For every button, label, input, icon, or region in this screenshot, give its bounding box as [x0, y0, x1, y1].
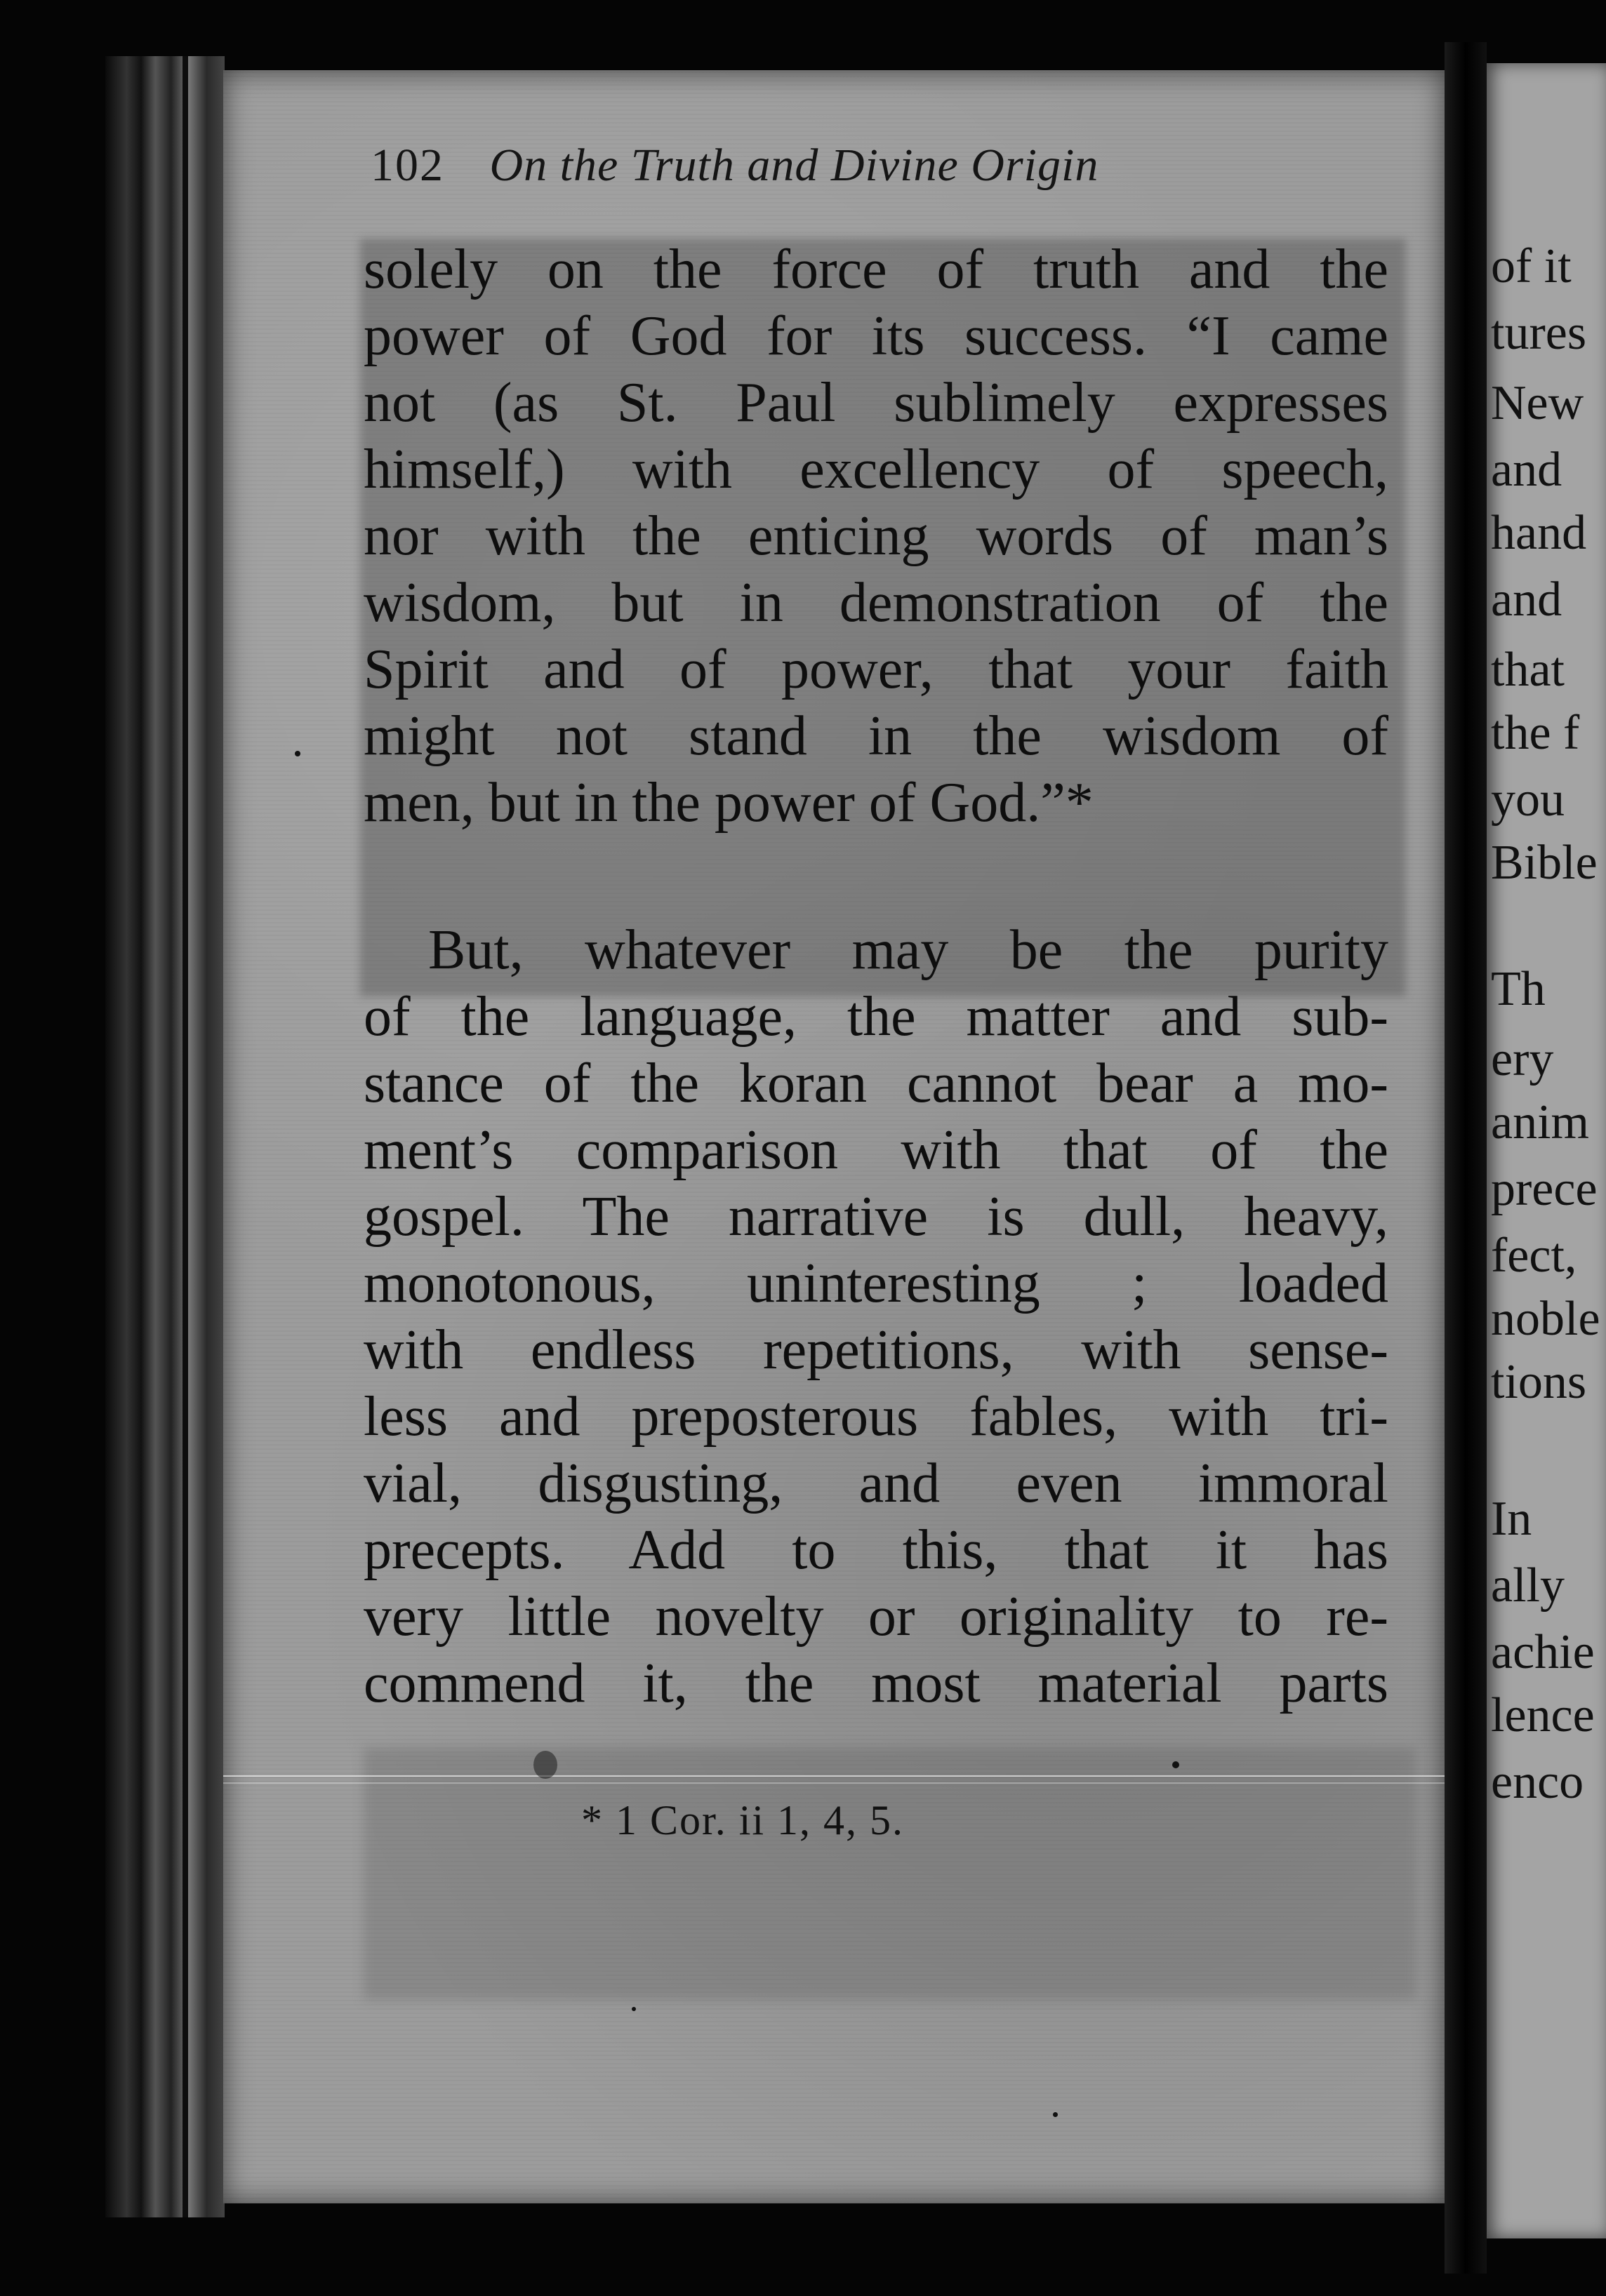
facing-page-line: New: [1491, 376, 1584, 430]
ink-speck: [632, 2007, 636, 2011]
text-line: stance of the koran cannot bear a mo-: [364, 1053, 1388, 1114]
facing-page-line: achie: [1491, 1625, 1595, 1679]
text-line: Spirit and of power, that your faith: [364, 639, 1388, 700]
facing-page-line: Bible: [1491, 836, 1598, 890]
paragraph-2: [364, 917, 1388, 1717]
facing-page-line: noble: [1491, 1292, 1600, 1346]
facing-page-line: enco: [1491, 1755, 1584, 1809]
text-line: men, but in the power of God.”*: [364, 772, 1094, 834]
text-line: But, whatever may be the purity: [428, 919, 1388, 981]
text-line: gospel. The narrative is dull, heavy,: [364, 1186, 1388, 1248]
text-line: commend it, the most material parts: [364, 1653, 1388, 1714]
facing-page-line: ally: [1491, 1559, 1565, 1613]
ink-speck: [533, 1751, 557, 1779]
page-gutter: [1445, 42, 1487, 2274]
text-line: ment’s comparison with that of the: [364, 1119, 1388, 1181]
text-line: wisdom, but in demonstration of the: [364, 572, 1388, 634]
facing-page-line: and: [1491, 443, 1562, 497]
scan-artifact-line: [223, 1775, 1445, 1777]
facing-page-line: In: [1491, 1492, 1532, 1546]
running-title: On the Truth and Divine Origin: [489, 140, 1099, 191]
facing-page: [1487, 63, 1606, 2238]
facing-page-line: anim: [1491, 1095, 1589, 1149]
text-line: very little novelty or originality to re-: [364, 1586, 1388, 1648]
text-line: monotonous, uninteresting ; loaded: [364, 1253, 1388, 1314]
facing-page-line: ery: [1491, 1032, 1554, 1086]
page-stain: [364, 1747, 1416, 2000]
text-line: nor with the enticing words of man’s: [364, 505, 1388, 567]
footnote: * 1 Cor. ii 1, 4, 5.: [581, 1797, 905, 1843]
facing-page-line: of it: [1491, 239, 1572, 293]
text-line: of the language, the matter and sub-: [364, 986, 1388, 1048]
facing-page-line: Th: [1491, 962, 1546, 1016]
facing-page-line: tions: [1491, 1355, 1587, 1409]
facing-page-line: and: [1491, 573, 1562, 627]
facing-page-line: that: [1491, 643, 1565, 697]
facing-page-line: the f: [1491, 706, 1580, 760]
text-line: power of God for its success. “I came: [364, 305, 1388, 367]
facing-page-line: tures: [1491, 306, 1587, 360]
text-line: might not stand in the wisdom of: [364, 705, 1388, 767]
facing-page-line: lence: [1491, 1688, 1595, 1742]
text-line: solely on the force of truth and the: [364, 239, 1388, 300]
paragraph-1: [364, 236, 1388, 836]
facing-page-line: hand: [1491, 506, 1587, 560]
running-head: [371, 139, 1424, 192]
page-number: 102: [371, 140, 444, 191]
facing-page-line: fect,: [1491, 1229, 1577, 1283]
text-line: less and preposterous fables, with tri-: [364, 1386, 1388, 1448]
text-line: precepts. Add to this, that it has: [364, 1519, 1388, 1581]
text-line: not (as St. Paul sublimely expresses: [364, 372, 1388, 434]
book-spine-edge: [105, 56, 225, 2217]
scan-artifact-line: [223, 1782, 1445, 1784]
text-line: vial, disgusting, and even immoral: [364, 1453, 1388, 1514]
text-line: himself,) with excellency of speech,: [364, 439, 1388, 500]
ink-speck: [1053, 2112, 1058, 2117]
ink-speck: [1172, 1761, 1179, 1768]
facing-page-line: you: [1491, 773, 1565, 827]
ink-speck: [295, 751, 300, 756]
text-line: with endless repetitions, with sense-: [364, 1319, 1388, 1381]
facing-page-line: prece: [1491, 1162, 1598, 1216]
